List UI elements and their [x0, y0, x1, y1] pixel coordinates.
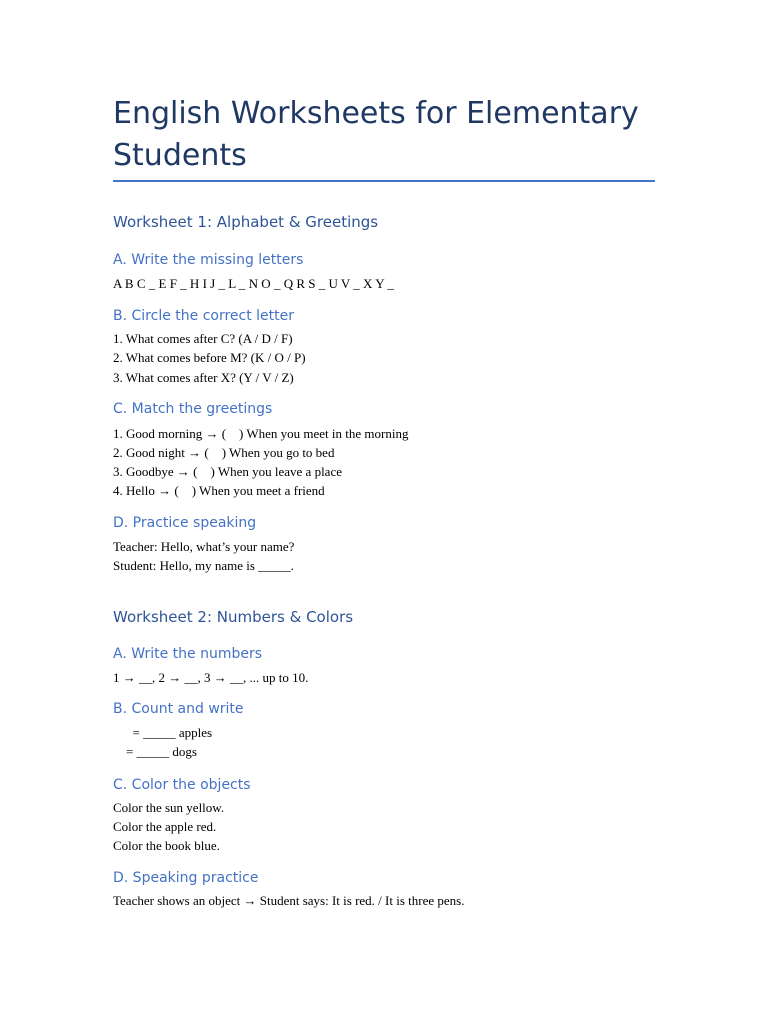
ws2-section-c-heading: C. Color the objects [113, 777, 251, 793]
ws2-section-b-line: = _____ apples [113, 725, 213, 740]
ws1-section-d-line: Teacher: Hello, what’s your name? [113, 539, 295, 554]
ws2-section-c-line: Color the apple red. [113, 819, 217, 834]
ws1-section-d-line: Student: Hello, my name is _____. [113, 558, 294, 573]
ws2-section-a-heading: A. Write the numbers [113, 646, 263, 662]
title-underline [113, 180, 655, 182]
ws1-section-a-heading: A. Write the missing letters [113, 252, 304, 268]
ws1-section-c-line: 3. Goodbye → ( ) When you leave a place [113, 464, 342, 479]
ws2-section-b-heading: B. Count and write [113, 701, 244, 717]
worksheet-1-heading: Worksheet 1: Alphabet & Greetings [113, 213, 379, 231]
ws2-section-c-line: Color the sun yellow. [113, 800, 225, 815]
document-title: English Worksheets for Elementary Students [113, 96, 639, 173]
ws2-section-a-line: 1 → __, 2 → __, 3 → __, ... up to 10. [113, 670, 309, 685]
ws1-section-b-line: 1. What comes after C? (A / D / F) [113, 331, 293, 346]
ws2-section-d-line: Teacher shows an object → Student says: It is red. / It is three pens. [113, 893, 465, 908]
worksheet-2-heading: Worksheet 2: Numbers & Colors [113, 608, 354, 626]
ws1-section-c-line: 1. Good morning → ( ) When you meet in the morning [113, 426, 409, 441]
ws1-section-b-line: 3. What comes after X? (Y / V / Z) [113, 370, 294, 385]
ws1-section-b-line: 2. What comes before M? (K / O / P) [113, 350, 306, 365]
ws2-section-c-line: Color the book blue. [113, 838, 220, 853]
ws1-section-c-line: 4. Hello → ( ) When you meet a friend [113, 483, 325, 498]
ws1-section-c-line: 2. Good night → ( ) When you go to bed [113, 445, 335, 460]
ws1-section-d-heading: D. Practice speaking [113, 515, 257, 531]
ws2-section-b-line: = _____ dogs [113, 744, 197, 759]
ws1-section-c-heading: C. Match the greetings [113, 401, 273, 417]
ws2-section-d-heading: D. Speaking practice [113, 870, 259, 886]
ws1-section-b-heading: B. Circle the correct letter [113, 308, 295, 324]
ws1-section-a-line: A B C _ E F _ H I J _ L _ N O _ Q R S _ U V _ X Y _ [113, 276, 394, 291]
